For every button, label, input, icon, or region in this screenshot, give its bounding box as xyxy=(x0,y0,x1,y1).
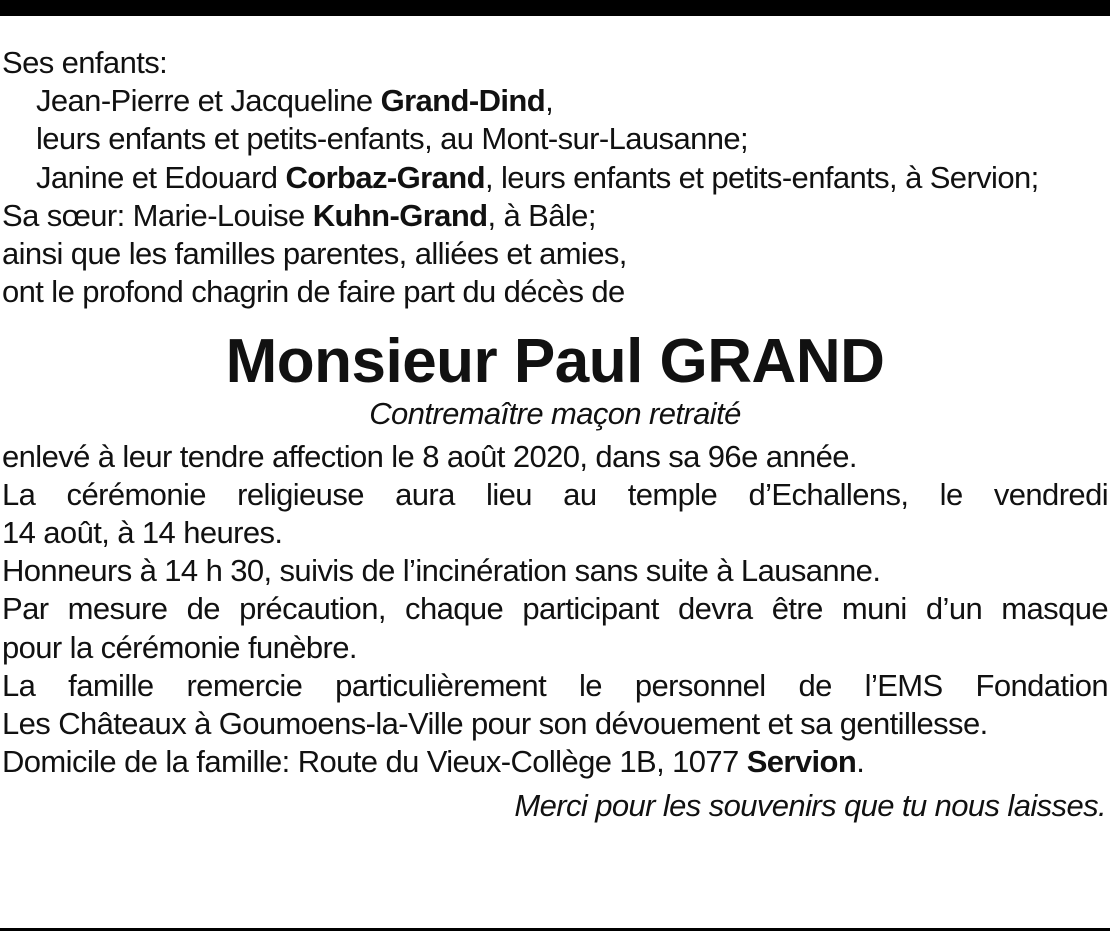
honours-line: Honneurs à 14 h 30, suivis de l’incinération sans suite à Lausanne. xyxy=(2,553,881,589)
address-town: Servion xyxy=(746,744,857,780)
top-rule xyxy=(0,0,1110,16)
bottom-rule xyxy=(0,928,1110,931)
survivor-child-2 xyxy=(2,159,1108,197)
child2-end: , leurs enfants et petits-enfants, à Servion; xyxy=(484,159,1039,195)
child1-end: , xyxy=(545,83,554,119)
thanks-line-1: La famille remercie particulièrement le personnel de l’EMS Fondation xyxy=(2,667,1108,703)
closing-message: Merci pour les souvenirs que tu nous laisses. xyxy=(514,788,1106,824)
address-end: . xyxy=(856,744,865,780)
death-line: enlevé à leur tendre affection le 8 août 2020, dans sa 96e année. xyxy=(2,438,857,474)
mask-line-1: Par mesure de précaution, chaque participant devra être muni d’un masque xyxy=(2,591,1108,627)
child1-names: Jean-Pierre et Jacqueline xyxy=(36,83,373,119)
sister-end: , à Bâle; xyxy=(487,197,596,233)
thanks-line-2: Les Châteaux à Goumoens-la-Ville pour son dévouement et sa gentillesse. xyxy=(2,706,988,742)
child2-surname: Corbaz-Grand xyxy=(285,159,485,195)
child1-family: leurs enfants et petits-enfants, au Mont-sur-Lausanne; xyxy=(36,121,749,157)
sister-label: Sa sœur: Marie-Louise xyxy=(2,197,305,233)
survivors-announce: ont le profond chagrin de faire part du décès de xyxy=(2,274,625,310)
family-address xyxy=(2,743,1108,781)
sister-surname: Kuhn-Grand xyxy=(312,197,488,233)
obituary-notice xyxy=(2,44,1108,826)
ceremony-line-2: 14 août, à 14 heures. xyxy=(2,515,283,551)
survivor-sister xyxy=(2,197,1108,235)
survivors-intro: Ses enfants: xyxy=(2,45,168,80)
address-text: Domicile de la famille: Route du Vieux-Collège 1B, 1077 xyxy=(2,744,739,780)
deceased-name: Monsieur Paul GRAND xyxy=(225,327,885,397)
survivors-families: ainsi que les familles parentes, alliées et amies, xyxy=(2,236,627,272)
child1-surname: Grand-Dind xyxy=(380,83,546,119)
deceased-occupation: Contremaître maçon retraité xyxy=(369,396,741,432)
mask-line-2: pour la cérémonie funèbre. xyxy=(2,629,357,665)
ceremony-line-1: La cérémonie religieuse aura lieu au temple d’Echallens, le vendredi xyxy=(2,476,1108,512)
survivor-child-1 xyxy=(2,82,1108,120)
child2-names: Janine et Edouard xyxy=(36,159,278,195)
